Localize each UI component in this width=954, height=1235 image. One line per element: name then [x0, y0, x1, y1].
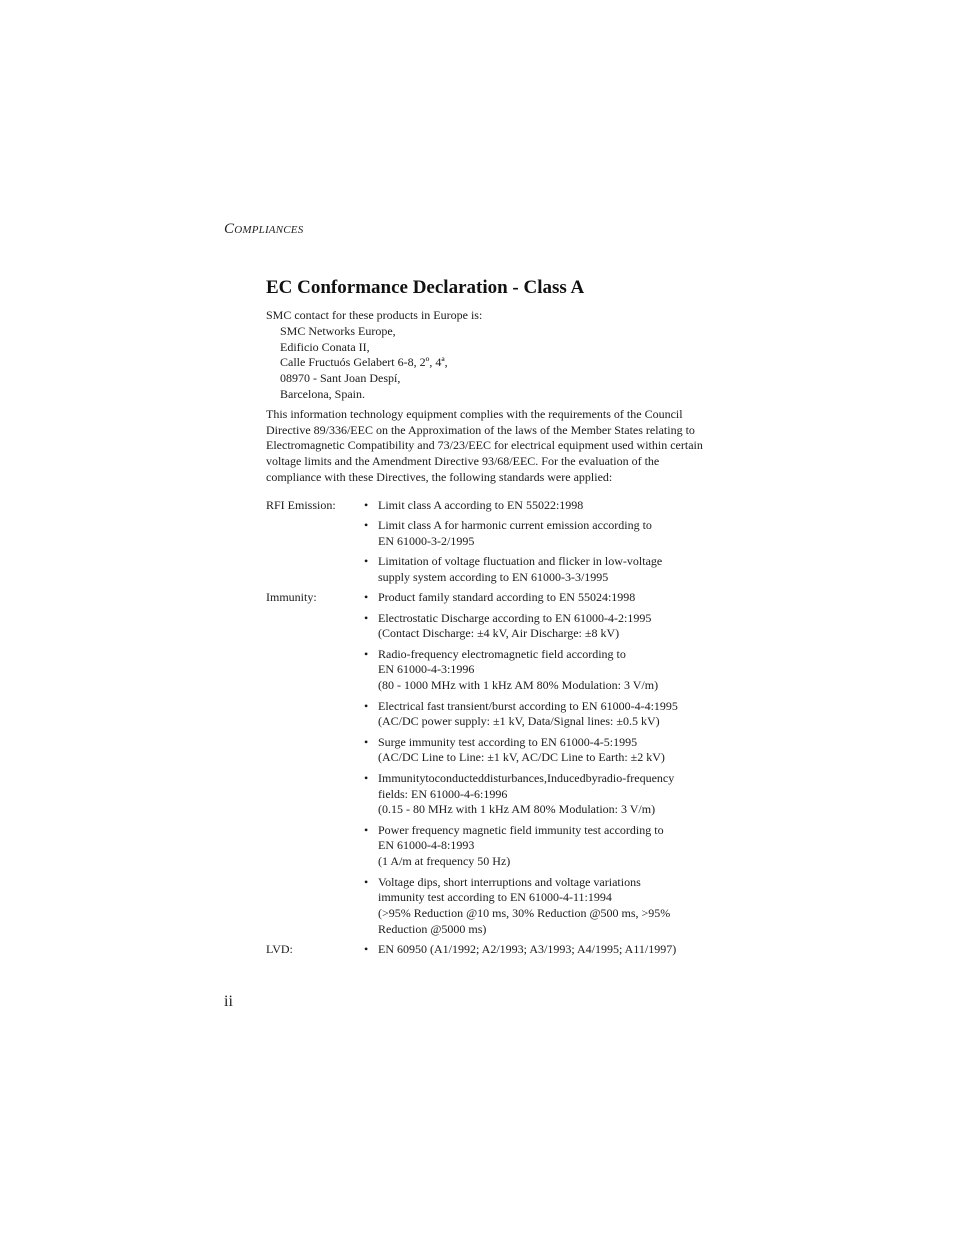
- standard-item-line: • EN 60950 (A1/1992; A2/1993; A3/1993; A4/1995; A11/1997): [378, 942, 677, 957]
- standard-item: [364, 647, 716, 694]
- standard-item-line: (AC/DC power supply: ±1 kV, Data/Signal lines: ±0.5 kV): [378, 714, 660, 729]
- standard-item-line: • Product family standard according to EN 55024:1998: [378, 590, 636, 605]
- contact-intro: SMC contact for these products in Europe is:: [266, 308, 483, 322]
- standards-section: [266, 498, 716, 590]
- standard-item: [364, 875, 716, 938]
- standards-bullet-list: [364, 942, 716, 962]
- standard-item-line: • Limitation of voltage fluctuation and flicker in low-voltage: [378, 554, 663, 569]
- standard-item-line: (AC/DC Line to Line: ±1 kV, AC/DC Line to Earth: ±2 kV): [378, 750, 665, 765]
- address-line: 08970 - Sant Joan Despí,: [280, 371, 401, 386]
- standards-list: [266, 498, 716, 963]
- section-label: LVD:: [266, 942, 293, 957]
- standard-item-line: • Radio-frequency electromagnetic field according to: [378, 646, 626, 661]
- standard-item: [364, 611, 716, 643]
- page-number: ii: [224, 993, 233, 1010]
- standard-item-line: (>95% Reduction @10 ms, 30% Reduction @500 ms, >95%: [378, 906, 671, 921]
- address-line: Edificio Conata II,: [280, 339, 370, 354]
- standard-item-line: • Limit class A according to EN 55022:1998: [378, 497, 584, 512]
- standards-section: [266, 590, 716, 942]
- standard-item-line: (1 A/m at frequency 50 Hz): [378, 854, 511, 869]
- standard-item-line: EN 61000-4-3:1996: [378, 662, 475, 677]
- standard-item-line: (0.15 - 80 MHz with 1 kHz AM 80% Modulation: 3 V/m): [378, 802, 656, 817]
- section-label: RFI Emission:: [266, 497, 336, 512]
- standard-item-line: (Contact Discharge: ±4 kV, Air Discharge: ±8 kV): [378, 626, 620, 641]
- standard-item: [364, 771, 716, 818]
- standard-item: [364, 498, 716, 514]
- standard-item: [364, 699, 716, 731]
- standard-item-line: • Voltage dips, short interruptions and voltage variations: [378, 874, 641, 889]
- standard-item: [364, 735, 716, 767]
- standard-item: [364, 590, 716, 606]
- standard-item-line: EN 61000-4-8:1993: [378, 838, 475, 853]
- standards-bullet-list: [364, 590, 716, 942]
- address-line: Calle Fructuós Gelabert 6-8, 2º, 4ª,: [280, 355, 448, 370]
- address-line: Barcelona, Spain.: [280, 386, 365, 401]
- standard-item-line: • Surge immunity test according to EN 61000-4-5:1995: [378, 734, 638, 749]
- standards-section: [266, 942, 716, 962]
- standard-item-line: supply system according to EN 61000-3-3/1995: [378, 569, 609, 584]
- standards-bullet-list: [364, 498, 716, 590]
- standard-item-line: EN 61000-3-2/1995: [378, 533, 475, 548]
- running-head: Compliances: [224, 221, 304, 237]
- standard-item: [364, 518, 716, 550]
- standard-item-line: • Electrical fast transient/burst according to EN 61000-4-4:1995: [378, 698, 678, 713]
- standard-item: [364, 554, 716, 586]
- standard-item-line: • Limit class A for harmonic current emission according to: [378, 518, 652, 533]
- standard-item-line: • Immunitytoconducteddisturbances,Inducedbyradio-frequency: [378, 770, 675, 785]
- standard-item: [364, 942, 716, 958]
- standard-item-line: • Power frequency magnetic field immunity test according to: [378, 822, 664, 837]
- address-line: SMC Networks Europe,: [280, 323, 396, 338]
- standard-item-line: fields: EN 61000-4-6:1996: [378, 786, 508, 801]
- contact-address: [280, 324, 716, 403]
- standard-item-line: immunity test according to EN 61000-4-11:1994: [378, 890, 612, 905]
- standard-item-line: • Electrostatic Discharge according to EN 61000-4-2:1995: [378, 610, 652, 625]
- declaration-content: [266, 276, 716, 962]
- compliance-statement: This information technology equipment complies with the requirements of the Council Directive 89/336/EEC on the Approximation of the laws of the Member States relating to Electromagnetic Compatibility and 73/23/EEC for electrical equipment used within certain voltage limits and the Amendment Directive 93/68/EEC. For the evaluation of the compliance with these Directives, the following standards were applied:: [266, 406, 703, 484]
- page-title: EC Conformance Declaration - Class A: [266, 277, 585, 298]
- standard-item-line: (80 - 1000 MHz with 1 kHz AM 80% Modulation: 3 V/m): [378, 678, 659, 693]
- standard-item: [364, 823, 716, 870]
- standard-item-line: Reduction @5000 ms): [378, 921, 487, 936]
- section-label: Immunity:: [266, 590, 317, 605]
